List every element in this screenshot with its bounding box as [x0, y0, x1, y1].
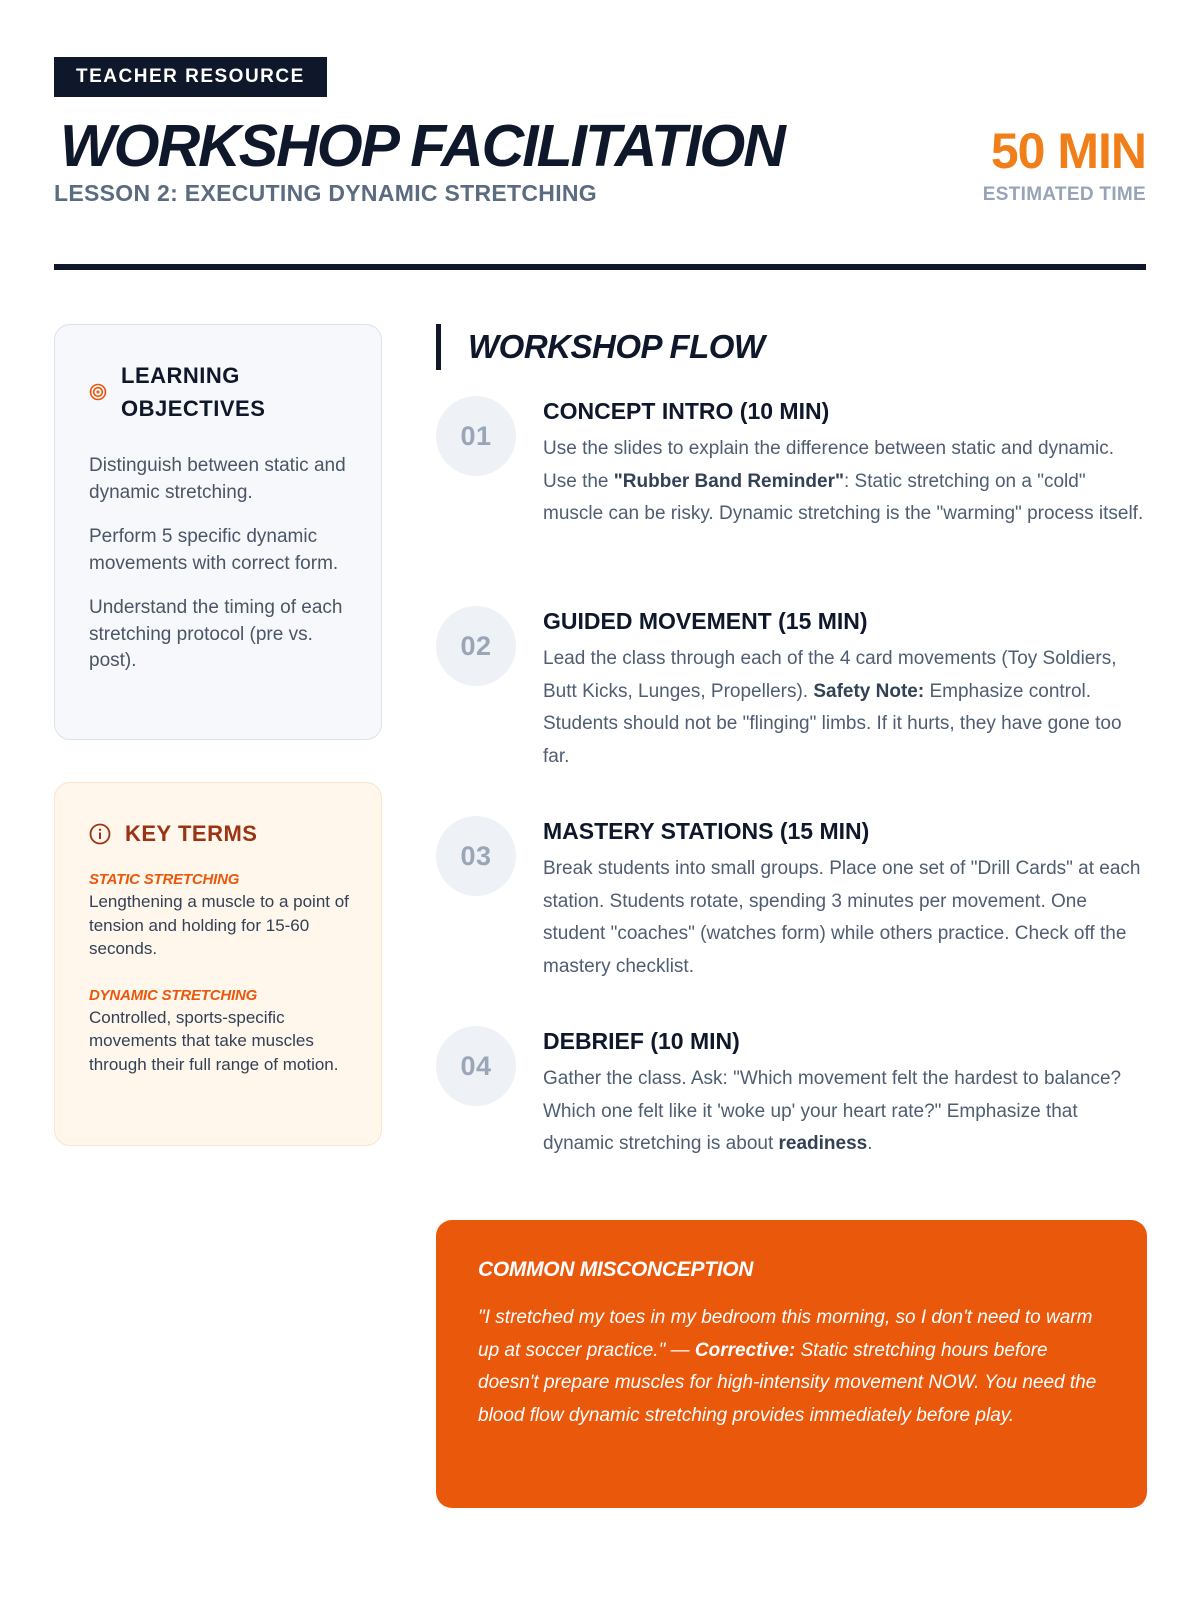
misconception-text: "I stretched my toes in my bedroom this morning, so I don't need to warm up at soccer practice." — Corrective: Static stretching hours before doesn't prepare muscles for high-intensity movement NOW. You need the blood flow dynamic stretching provides immediately before play. — [478, 1307, 1097, 1426]
key-terms-heading: KEY TERMS — [125, 821, 258, 846]
step-description: Use the slides to explain the difference between static and dynamic. Use the "Rubber Band Reminder": Static stretching on a "cold" muscle can be risky. Dynamic stretching is the "warming" process itself. — [543, 438, 1144, 524]
step-number: 02 — [436, 606, 516, 686]
header-divider — [54, 264, 1146, 270]
step-number: 01 — [436, 396, 516, 476]
term-name: DYNAMIC STRETCHING — [89, 986, 258, 1004]
step-title: DEBRIEF (10 MIN) — [543, 1028, 740, 1054]
objective-item: Perform 5 specific dynamic movements with correct form. — [89, 526, 339, 574]
step-title: CONCEPT INTRO (10 MIN) — [543, 398, 830, 424]
estimated-time — [982, 123, 1146, 206]
page-title: WORKSHOP FACILITATION — [60, 113, 784, 179]
term-name: STATIC STRETCHING — [89, 871, 240, 888]
key-terms-card — [54, 782, 382, 1146]
workshop-flow — [436, 324, 1146, 1154]
term-definition: Controlled, sports-specific movements that take muscles through their full range of motion. — [89, 1007, 339, 1074]
key-term — [89, 987, 357, 1077]
resource-badge: TEACHER RESOURCE — [54, 57, 327, 97]
step-title: MASTERY STATIONS (15 MIN) — [543, 818, 870, 844]
step-number: 03 — [436, 816, 516, 896]
key-term — [89, 871, 357, 961]
lesson-subtitle: LESSON 2: EXECUTING DYNAMIC STRETCHING — [54, 180, 597, 206]
info-icon — [89, 823, 111, 845]
misconception-callout — [436, 1220, 1147, 1508]
time-value: 50 MIN — [990, 123, 1146, 179]
time-label: ESTIMATED TIME — [982, 184, 1146, 205]
misconception-heading: COMMON MISCONCEPTION — [478, 1258, 754, 1281]
step-number: 04 — [436, 1026, 516, 1106]
step-description: Lead the class through each of the 4 card movements (Toy Soldiers, Butt Kicks, Lunges, Propellers). Safety Note: Emphasize control. Students should not be "flinging" limbs. If it hurts, they have gone too far. — [543, 648, 1122, 767]
page-header — [54, 0, 1146, 266]
target-icon — [89, 383, 107, 401]
workshop-flow-heading — [436, 324, 1146, 370]
objective-item: Distinguish between static and dynamic stretching. — [89, 455, 346, 503]
workshop-flow-title: WORKSHOP FLOW — [468, 328, 765, 365]
step-description: Gather the class. Ask: "Which movement felt the hardest to balance? Which one felt like it 'woke up' your heart rate?" Emphasize that dynamic stretching is about readiness. — [543, 1068, 1122, 1154]
step-title: GUIDED MOVEMENT (15 MIN) — [543, 608, 868, 634]
objectives-heading: LEARNING OBJECTIVES — [121, 363, 266, 421]
term-definition: Lengthening a muscle to a point of tension and holding for 15-60 seconds. — [89, 892, 349, 958]
objective-item: Understand the timing of each stretching protocol (pre vs. post). — [89, 597, 343, 671]
objectives-list — [89, 453, 357, 675]
learning-objectives-card — [54, 324, 382, 740]
step-description: Break students into small groups. Place one set of "Drill Cards" at each station. Students rotate, spending 3 minutes per movement. One student "coaches" (watches form) while others practice. Check off the mastery checklist. — [543, 858, 1141, 977]
